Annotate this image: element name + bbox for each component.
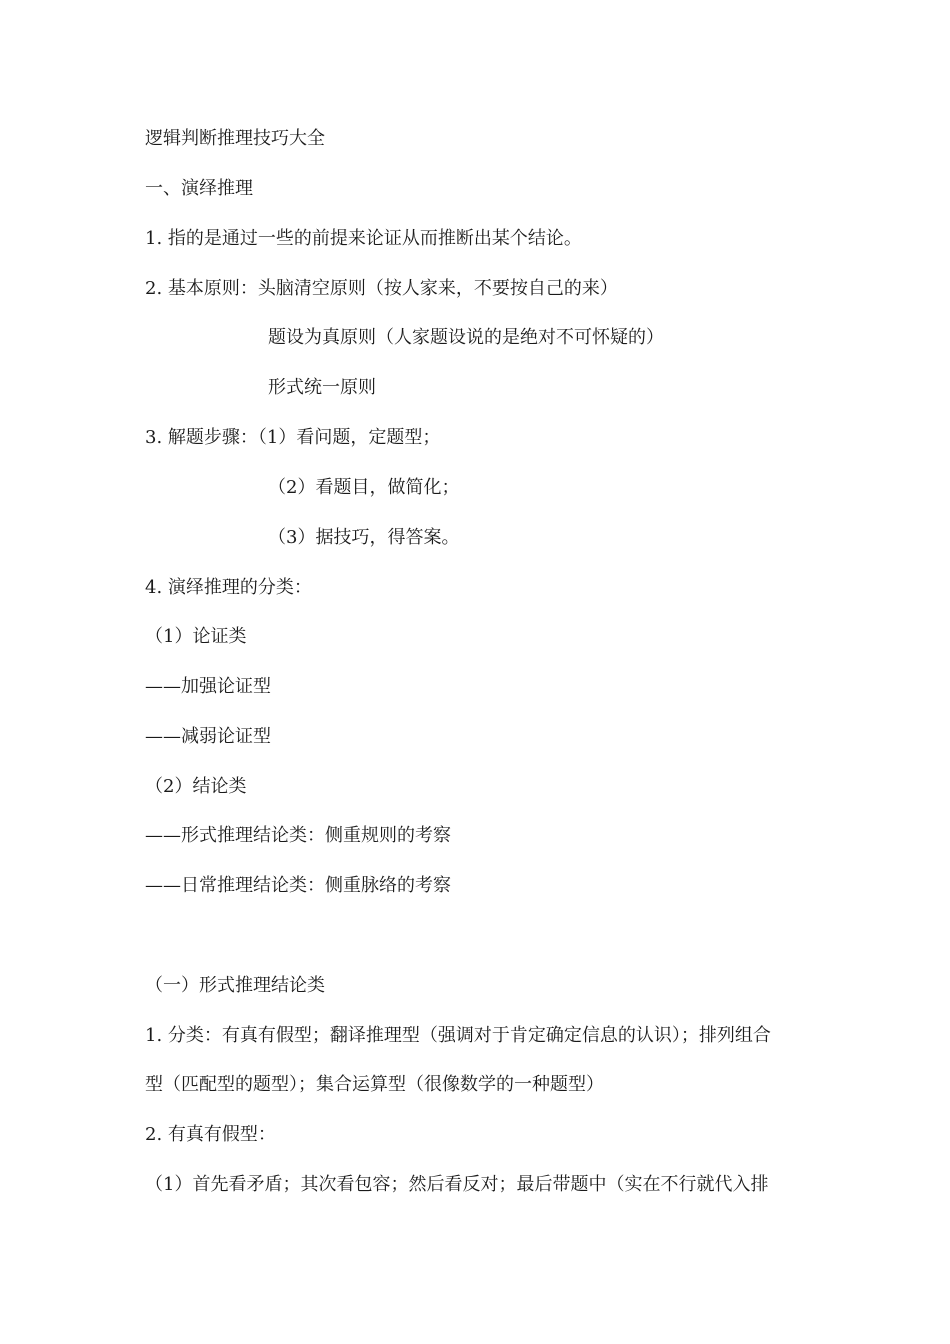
section-heading-deductive-reasoning: 一、演绎推理 — [145, 178, 253, 199]
paragraph-item-2-sub-1: 题设为真原则（人家题设说的是绝对不可怀疑的） — [268, 327, 664, 348]
paragraph-item-3: 3. 解题步骤：（1）看问题，定题型； — [145, 427, 441, 448]
paragraph-formal-2: 2. 有真有假型： — [145, 1124, 276, 1145]
paragraph-item-3-sub-1: （2）看题目，做简化； — [268, 477, 460, 498]
category-conclusion-daily: ——日常推理结论类：侧重脉络的考察 — [145, 875, 451, 896]
category-conclusion: （2）结论类 — [145, 776, 247, 797]
category-conclusion-formal: ——形式推理结论类：侧重规则的考察 — [145, 825, 451, 846]
category-argument-weaken: ——减弱论证型 — [145, 726, 271, 747]
category-argument-strengthen: ——加强论证型 — [145, 676, 271, 697]
document-title: 逻辑判断推理技巧大全 — [145, 128, 325, 149]
paragraph-item-4: 4. 演绎推理的分类： — [145, 577, 312, 598]
subsection-heading-formal-reasoning: （一）形式推理结论类 — [145, 975, 325, 996]
paragraph-formal-1-line-1: 1. 分类：有真有假型；翻译推理型（强调对于肯定确定信息的认识）；排列组合 — [145, 1025, 771, 1046]
paragraph-formal-1-line-2: 型（匹配型的题型）；集合运算型（很像数学的一种题型） — [145, 1074, 604, 1095]
paragraph-item-1: 1. 指的是通过一些的前提来论证从而推断出某个结论。 — [145, 228, 582, 249]
paragraph-item-3-sub-2: （3）据技巧，得答案。 — [268, 527, 460, 548]
paragraph-item-2-sub-2: 形式统一原则 — [268, 377, 376, 398]
paragraph-formal-2-sub-1: （1）首先看矛盾；其次看包容；然后看反对；最后带题中（实在不行就代入排 — [145, 1174, 769, 1195]
category-argument: （1）论证类 — [145, 626, 247, 647]
paragraph-item-2: 2. 基本原则：头脑清空原则（按人家来，不要按自己的来） — [145, 278, 618, 299]
